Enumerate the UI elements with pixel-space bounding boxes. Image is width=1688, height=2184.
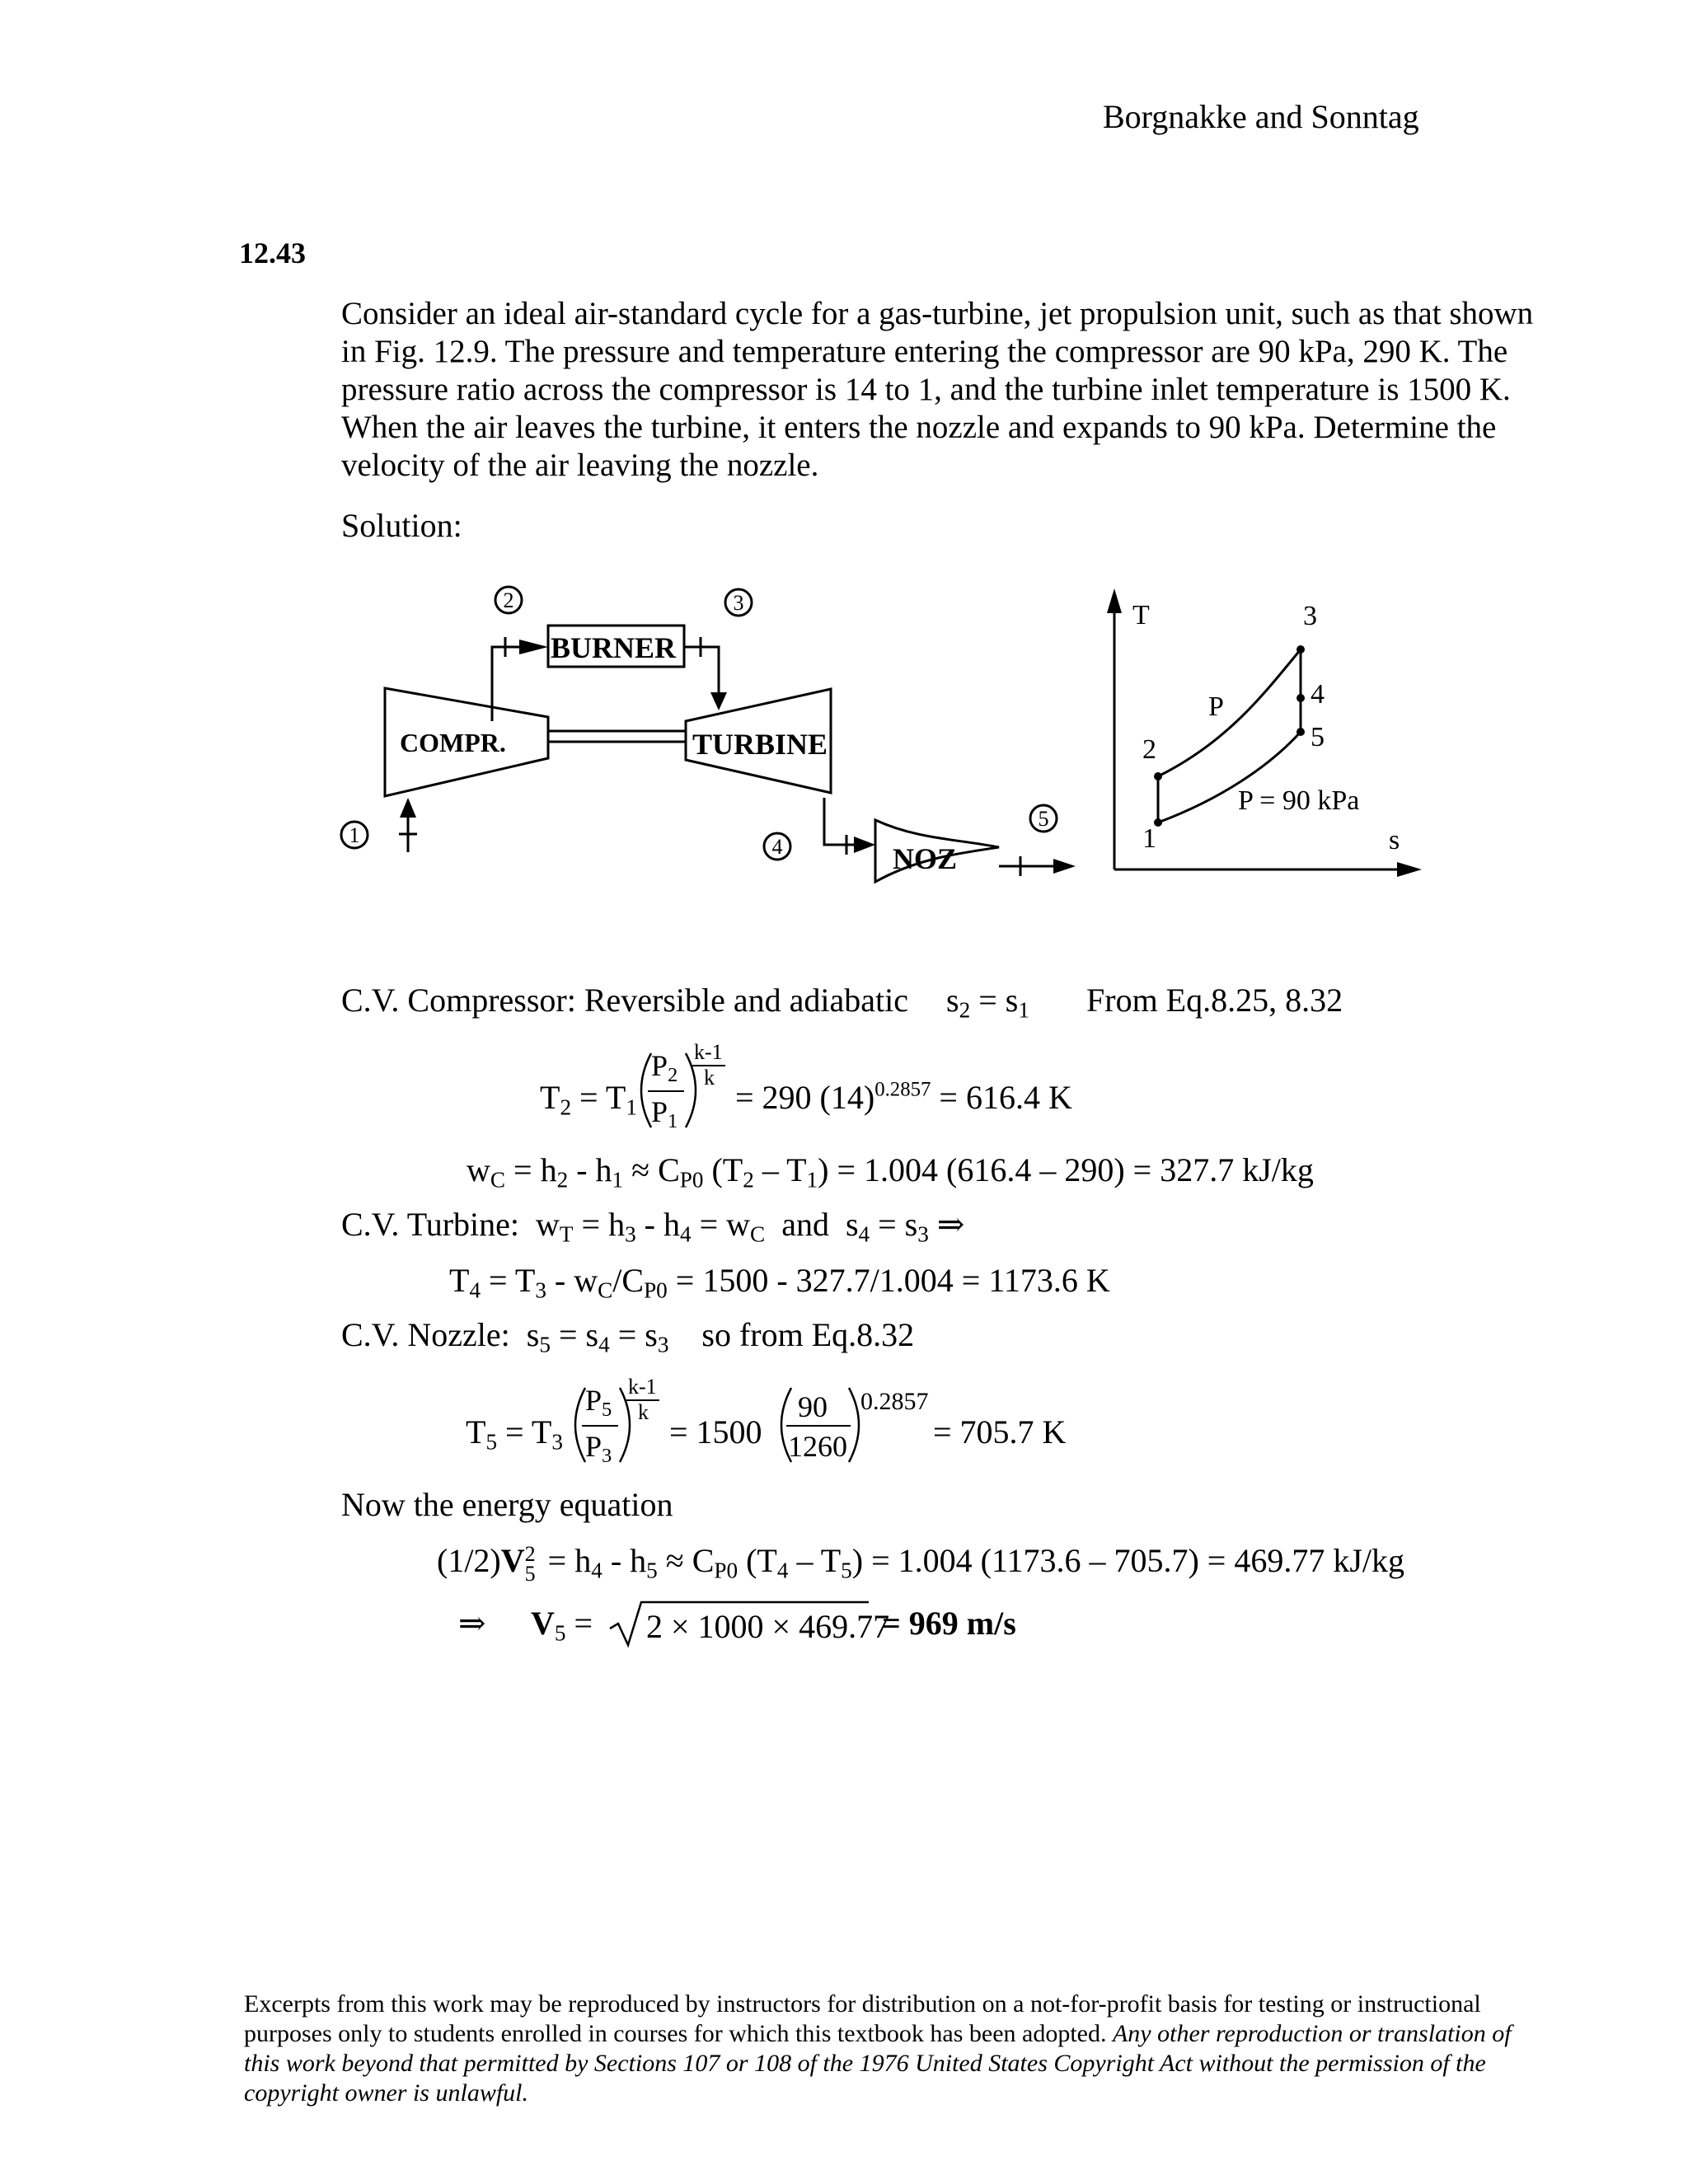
t5-fraction-exponent: 0.2857: [860, 1388, 929, 1415]
radicand: 2 × 1000 × 469.77: [646, 1608, 890, 1645]
t5-fraction-denominator: 1260: [788, 1430, 847, 1463]
footer-italic-text: Any other reproduction or translation of this work beyond that permitted by Sections 107 or 108 of the 1976 United States Copyright Act without the permission of the copyright owner is unlawful.: [244, 2020, 1512, 2107]
problem-number: 12.43: [239, 237, 306, 269]
ts-diagram: [1096, 577, 1442, 882]
running-head: Borgnakke and Sonntag: [1103, 98, 1419, 135]
gas-turbine-schematic: [330, 577, 1088, 940]
cv-turbine-line: C.V. Turbine: $w_T = h_3 - h_4 = w_C$ and $s_4 = s_3$ ⇒: [341, 1206, 965, 1247]
point-4: [1296, 694, 1305, 702]
t5-result: = 705.7 K: [933, 1413, 1067, 1451]
state-4-number: 4: [771, 835, 783, 859]
t2-lhs: $T_2 = T_1$: [540, 1079, 637, 1120]
t5-lhs: $T_5 = T_3$: [466, 1413, 563, 1455]
t5-mid: = 1500: [669, 1413, 762, 1451]
t2-ratio-numerator: $P_2$: [651, 1049, 678, 1086]
point-5: [1296, 728, 1305, 736]
reference-equations: From Eq.8.25, 8.32: [1086, 982, 1343, 1019]
state-3-number: 3: [733, 591, 744, 615]
t-axis-arrow: [1107, 588, 1122, 613]
s-axis-label: s: [1389, 825, 1400, 855]
compressor-label: COMPR.: [400, 728, 506, 757]
arrow-into-nozzle: [854, 837, 875, 853]
energy-equation-label: Now the energy equation: [341, 1486, 673, 1523]
cv-nozzle-line: C.V. Nozzle: $s_5 = s_4 = s_3$ so from Eq.8.32: [341, 1316, 915, 1357]
point-5-label: 5: [1311, 722, 1325, 752]
point-3-label: 3: [1303, 601, 1317, 631]
state-2-number: 2: [503, 588, 514, 612]
point-2: [1154, 772, 1162, 780]
state-1-number: 1: [349, 823, 360, 847]
compressor-work-equation: $w_C = h_2 - h_1 \approx C_{P0}$ $(T_2 - T_1) = 1.004$ (616.4 – 290) = 327.7 kJ/kg: [467, 1151, 1314, 1193]
point-2-label: 2: [1142, 734, 1156, 765]
t-axis-label: T: [1132, 600, 1150, 630]
cv-compressor-text: C.V. Compressor: Reversible and adiabatic: [341, 982, 909, 1019]
cv-compressor-line: [341, 981, 1029, 1024]
t2-rhs: = 290 $(14)^{0.2857} = 616.4$ K: [735, 1078, 1072, 1116]
t5-ratio-denominator: $P_3$: [585, 1430, 612, 1467]
copyright-footer: [244, 1990, 1530, 2108]
p-line-label: P: [1208, 691, 1224, 722]
burner-label: BURNER: [551, 631, 677, 664]
t5-exponent-numerator: k-1: [628, 1375, 657, 1399]
t2-ratio-denominator: $P_1$: [651, 1095, 678, 1132]
state-5-number: 5: [1038, 807, 1049, 831]
arrow-into-turbine: [710, 692, 727, 710]
footer-normal-text: Excerpts from this work may be reproduced by instructors for distribution on a not-for-profit basis for testing or instructional purposes only to students enrolled in courses for which this textbook has been adopted.: [244, 1990, 1481, 2047]
line-4: [824, 798, 857, 845]
point-3: [1296, 645, 1305, 654]
t2-exponent-numerator: k-1: [694, 1040, 723, 1064]
s-axis-arrow: [1397, 862, 1422, 877]
final-velocity-result: = 969 m/s: [882, 1605, 1016, 1642]
p-value-label: P = 90 kPa: [1238, 785, 1360, 816]
solution-label: Solution:: [341, 507, 462, 544]
problem-statement: Consider an ideal air-standard cycle for a gas-turbine, jet propulsion unit, such as that shown in Fig. 12.9. The pressure and temperature entering the compressor are 90 kPa, 290 K. The pressure ratio across the compressor is 14 to 1, and the turbine inlet temperature is 1500 K. When the air leaves the turbine, it enters the nozzle and expands to 90 kPa. Determine the velocity of the air leaving the nozzle.: [341, 296, 1534, 483]
t4-equation: $T_4 = T_3 - w_C/C_{P0} = 1500 - 327.7/1.004 = 1173.6$ K: [449, 1262, 1110, 1303]
t5-exponent-denominator: k: [638, 1400, 649, 1424]
turbine-label: TURBINE: [692, 728, 828, 761]
entropy-equality: $s_2 = s_1$: [946, 982, 1029, 1023]
implies-arrow: ⇒: [458, 1605, 486, 1642]
energy-equation: (1/2)V 2 5 = $h_4 - h_5 \approx C_{P0}$ $(T_4 - T_5) = 1.004$ (1173.6 – 705.7) = 469.77 kJ/kg: [437, 1542, 1405, 1586]
arrow-into-compressor: [400, 798, 416, 818]
final-lhs: $V_5$ =: [531, 1605, 593, 1646]
t5-fraction-numerator: 90: [798, 1390, 828, 1423]
process-2-3: [1158, 649, 1301, 776]
point-1-label: 1: [1142, 823, 1156, 854]
arrow-into-burner: [519, 640, 548, 654]
point-4-label: 4: [1311, 679, 1325, 710]
arrow-out-nozzle: [1053, 859, 1076, 874]
nozzle-label: NOZ: [893, 842, 958, 875]
t5-ratio-numerator: $P_5$: [585, 1384, 612, 1421]
t2-exponent-denominator: k: [704, 1066, 715, 1090]
